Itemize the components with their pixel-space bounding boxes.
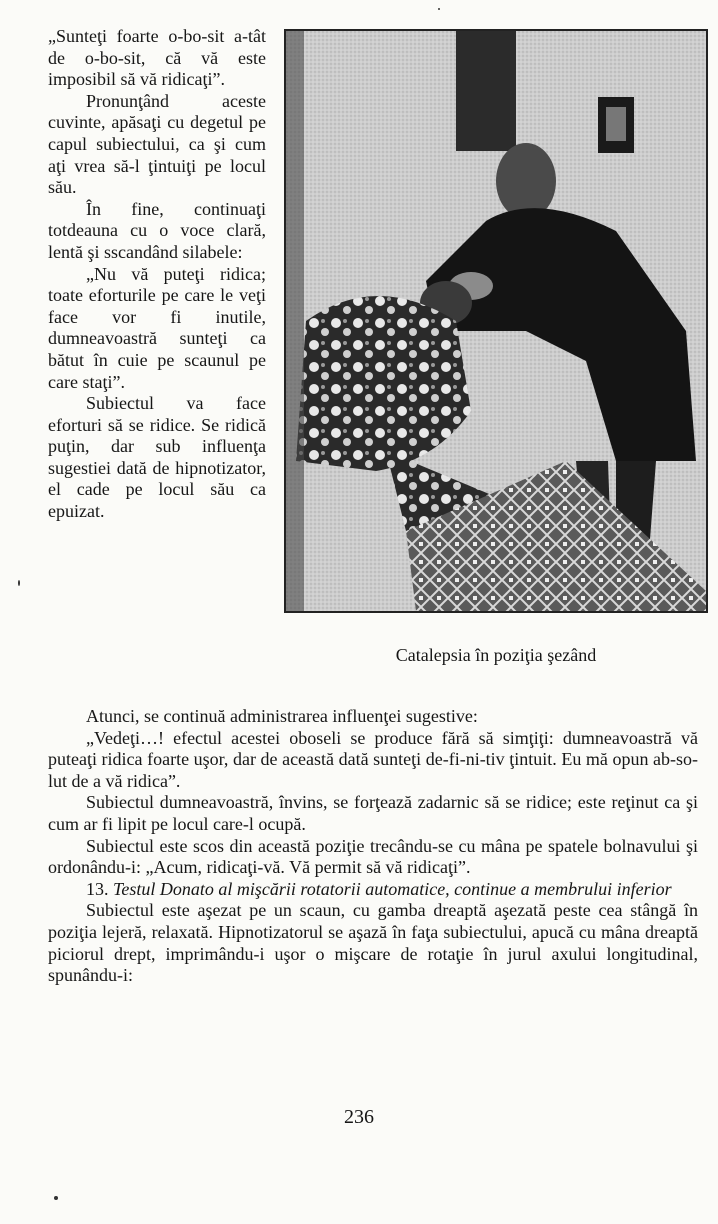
page-number: 236 bbox=[344, 1106, 374, 1128]
catalepsy-photo bbox=[284, 29, 708, 613]
paragraph-quote-tired: „Sunteţi foarte o-bo-sit a-tât de o-bo-sit, că vă este imposibil să vă ridicaţi”. bbox=[48, 26, 266, 90]
section-heading-donato-test bbox=[48, 879, 698, 901]
section-title: Testul Donato al mişcării rotatorii automatice, continue a membrului inferior bbox=[113, 878, 672, 899]
paragraph-release: Subiectul este scos din această poziţie trecându-se cu mâna pe spatele bolnavului şi ordonându-i: „Acum, ridicaţi-vă. Vă permit să vă ridicaţi”. bbox=[48, 835, 698, 878]
full-width-text bbox=[48, 706, 698, 987]
paragraph-quote-fatigue: „Vedeţi…! efectul acestei oboseli se produce fără să simţiţi: dumneavoastră vă puteaţi ridica foarte uşor, dar de această dată sunteţi de-fi-ni-tiv ţintuit. Eu mă opun ab-so-lut de a vă ridica”. bbox=[48, 727, 698, 791]
section-number: 13. bbox=[86, 878, 109, 899]
paragraph-subject-seated: Subiectul este aşezat pe un scaun, cu gamba dreaptă aşezată peste cea stângă în poziţia lejeră, relaxată. Hipnotizatorul se aşază în faţa subiectului, apucă cu mâna dreaptă piciorul drept, imprimându-i uşor o mişcare de rotaţie în jurul axului longitudinal, spunându-i: bbox=[48, 900, 698, 986]
paragraph-quote-cannot-rise: „Nu vă puteţi ridica; toate eforturile pe care le veţi face vor fi inutile, dumneavoastră sunteţi ca bătut în cuie pe scaunul pe care staţi”. bbox=[48, 263, 266, 392]
paragraph-press-head: Pronunţând aceste cuvinte, apăsaţi cu degetul pe capul subiectului, ca şi cum aţi vrea să-l ţintuiţi pe locul său. bbox=[48, 90, 266, 198]
photo-caption: Catalepsia în poziţia şezând bbox=[395, 645, 597, 665]
paragraph-subject-defeated: Subiectul dumneavoastră, învins, se forţează zadarnic să se ridice; este reţinut ca şi cum ar fi lipit pe locul care-l ocupă. bbox=[48, 792, 698, 834]
scan-speck bbox=[18, 580, 20, 586]
paragraph-subject-efforts: Subiectul va face eforturi să se ridice. Se ridică puţin, dar sub influenţa sugestiei dată de hipnotizator, el cade pe locul său ca epuizat. bbox=[48, 393, 266, 522]
paragraph-continue-influence: Atunci, se continuă administrarea influenţei sugestive: bbox=[86, 706, 478, 726]
scan-speck bbox=[438, 8, 440, 10]
scan-speck bbox=[54, 1196, 58, 1200]
left-text-column bbox=[48, 26, 266, 523]
paragraph-continue-voice: În fine, continuaţi totdeauna cu o voce clară, lentă şi sscandând silabele: bbox=[48, 198, 266, 262]
